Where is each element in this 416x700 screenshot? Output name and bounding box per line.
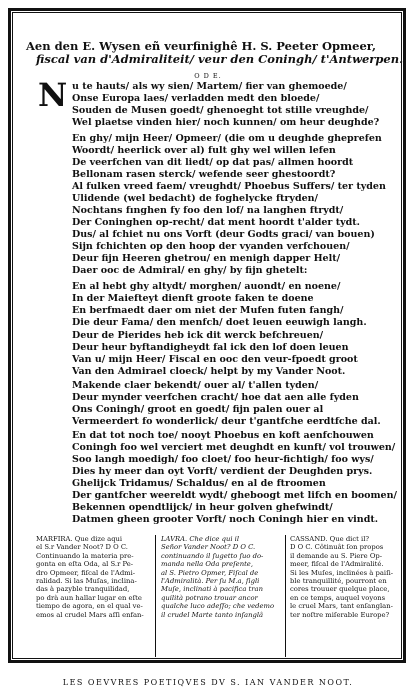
column-line: ter noſtre miſerable Europe? xyxy=(290,610,390,619)
verse-line: Nochtans fınghen fy foo den lof/ na langhen ftrydt/ xyxy=(72,205,344,216)
verse-line: Deur heur byftandigheydt fal ick den lof doen leuen xyxy=(72,342,349,353)
verse-line: Wel plaetse vinden hier/ noch kunnen/ om heur deughde? xyxy=(72,117,380,128)
verse-line: Der Coninghen op-recht/ dat ment hoordt t'alder tydt. xyxy=(72,217,360,228)
column-line: ble tranquillité, pourront en xyxy=(290,577,387,586)
title-line-1: Aen den E. Wysen eñ veurfinighê H. S. Peeter Opmeer, xyxy=(26,39,377,53)
column-line: le cruel Mars, tant enſanglan- xyxy=(290,602,393,611)
translation-columns xyxy=(36,535,396,660)
column-line: Señor Vander Noot? D O C. xyxy=(161,543,256,552)
title-line-2: fiscal van d'Admiraliteit/ veur den Coningh/ t'Antwerpen. xyxy=(36,52,404,66)
verse-line: Daer ooc de Admiral/ en ghy/ by fijn ghetelt: xyxy=(72,265,308,276)
stanza xyxy=(72,281,402,329)
verse-line: Dus/ al fchiet nu ons Vorft (deur Godts graci/ van bouen) xyxy=(72,229,375,240)
column-line: meer, fiſcal de l'Admiralité. xyxy=(290,560,384,569)
verse-line: De veerfchen van dit liedt/ op dat pas/ allmen hoordt xyxy=(72,157,354,168)
column-line: das à pazyble tranquilidad, xyxy=(36,585,130,594)
column-line: MARFIRA. Que dize aqui xyxy=(36,535,123,543)
column-line: D O C. Côtinuât ſon propos xyxy=(290,543,384,552)
dedication-title xyxy=(26,39,404,66)
column-line: ralidad. Si las Muſas, inclina- xyxy=(36,577,137,586)
verse-line: Deur fijn Heeren ghetrou/ en menigh dapper Helt/ xyxy=(72,253,341,264)
column-line: dro Opmeer, fiſcal de l'Admi- xyxy=(36,568,136,577)
verse-line: Ghelijck Tridamus/ Schaldus/ en al de ftroomen xyxy=(72,478,326,489)
stanza xyxy=(72,81,402,129)
verse-line: Bekennen opendtlijck/ in heur golven ghefwindt/ xyxy=(72,502,333,513)
stanza xyxy=(72,380,402,428)
column-line: Continuando la materia pre- xyxy=(36,551,134,560)
column-divider xyxy=(285,535,286,657)
column-line: al S. Pietro Opmer, Fiſcal de xyxy=(161,568,259,577)
column-line: l'Admiralità. Per ſu M.a, ſigli xyxy=(161,577,260,586)
verse-line: Al fulken vreed faem/ vreughdt/ Phoebus Suffers/ ter tyden xyxy=(72,181,386,192)
stanza xyxy=(72,330,402,378)
ode-label: O D E. xyxy=(194,72,222,80)
column-divider xyxy=(155,535,156,657)
verse-line: Datmen gheen grooter Vorft/ noch Coningh hier en vindt. xyxy=(72,514,379,525)
column-line: continuando il ſugetto ſuo do- xyxy=(161,551,264,560)
stanza xyxy=(72,181,402,229)
page-footer: LES OEVVRES POETIQVES DV S. IAN VANDER NOOT. xyxy=(62,678,354,687)
verse-line: Vermeerdert fo wonderlick/ deur t'gantfche eerdtfche dal. xyxy=(72,416,381,427)
verse-line: Deur de Pierides heb ick dit werck befchreuen/ xyxy=(72,330,324,341)
verse-line: Soo langh moedigh/ foo cloet/ foo heur-fichtigh/ foo wys/ xyxy=(72,454,374,465)
verse-line: Die deur Fama/ den menfch/ doet leuen eeuwigh langh. xyxy=(72,317,367,328)
column-line: manda nella Oda preſente, xyxy=(161,560,253,569)
verse-line: En ghy/ mijn Heer/ Opmeer/ (die om u deughde gheprefen xyxy=(72,133,382,144)
column-line: cores trouuer quelque place, xyxy=(290,585,390,594)
stanza xyxy=(72,430,402,478)
verse-line: Der gantfcher weereldt wydt/ gheboogt met lifch en boomen/ xyxy=(72,490,397,501)
verse-line: Onse Europa laes/ verladden medt den bloede/ xyxy=(72,93,320,104)
verse-line: En dat tot noch toe/ nooyt Phoebus en koft aenfchouwen xyxy=(72,430,374,441)
verse-line: Dies hy meer dan oyt Vorft/ verdient der Deughden prys. xyxy=(72,466,373,477)
verse-line: En al hebt ghy altydt/ morghen/ auondt/ en noene/ xyxy=(72,281,341,292)
verse-line: Sijn fchichten op den hoop der vyanden verfchouen/ xyxy=(72,241,350,252)
column-line: gonta en eſta Oda, al S.r Pe- xyxy=(36,560,134,569)
stanza xyxy=(72,478,402,526)
column-line: Si les Muſes, inclinées à paiſi- xyxy=(290,568,394,577)
verse-line: Woordt/ heerlick over al) fult ghy wel willen lefen xyxy=(72,145,336,156)
verse-line: Deur mynder veerfchen cracht/ hoe dat aen alle fyden xyxy=(72,392,359,403)
column-line: LAVRA. Che dice qui il xyxy=(161,535,240,543)
drop-cap: N xyxy=(38,76,68,114)
column-line: tiempo de agora, en el qual ve- xyxy=(36,602,143,611)
verse-line: Coningh foo wel verciert met deughdt en kunft/ vol trouwen/ xyxy=(72,442,396,453)
verse-line: Souden de Musen goedt/ ghenoeght tot stille vreughde/ xyxy=(72,105,369,116)
verse-line: Van u/ mijn Heer/ Fiscal en ooc den veur-fpoedt groot xyxy=(72,354,358,365)
column-line: en ce temps, auquel voyons xyxy=(290,593,386,602)
column-line: quilità potrano trouar ancor xyxy=(161,593,258,602)
stanza xyxy=(72,229,402,277)
verse-line: En berfmaedt daer om niet der Mufen futen fangh/ xyxy=(72,305,344,316)
column-line: po drà aun hallar lugar en eſte xyxy=(36,593,142,602)
column-line: il crudel Marte tanto inſanglâ xyxy=(161,610,264,619)
verse-line: Bellonam rasen sterck/ wefende seer ghestoordt? xyxy=(72,169,336,180)
column-line: il demande au S. Piere Op- xyxy=(290,551,383,560)
verse-line: Van den Admirael cloeck/ helpt by my Vander Noot. xyxy=(72,366,346,377)
verse-line: In der Maiefteyt dienft groote faken te doene xyxy=(72,293,314,304)
verse-line: Makende claer bekendt/ ouer al/ t'allen tyden/ xyxy=(72,380,319,391)
column-line: el S.r Vander Noot? D O C. xyxy=(36,543,128,552)
french-column xyxy=(290,535,405,619)
italian-column xyxy=(161,535,281,619)
column-line: qualche luco adeſſo; che vedemo xyxy=(161,602,275,611)
verse-line: u te hauts/ als wy sien/ Martem/ fier van ghemoede/ xyxy=(72,81,347,92)
verse-line: Ulidende (wel bedacht) de foghelycke ftryden/ xyxy=(72,193,319,204)
verse-line: Ons Coningh/ groot en goedt/ fijn palen ouer al xyxy=(72,404,324,415)
column-line: emos al crudel Mars aſſi enfan- xyxy=(36,610,144,619)
column-line: Muſe, inclinati à pacifica tran xyxy=(161,585,263,594)
spanish-column xyxy=(36,535,151,619)
column-line: CASSAND. Que dict il? xyxy=(290,535,370,543)
stanza xyxy=(72,133,402,181)
